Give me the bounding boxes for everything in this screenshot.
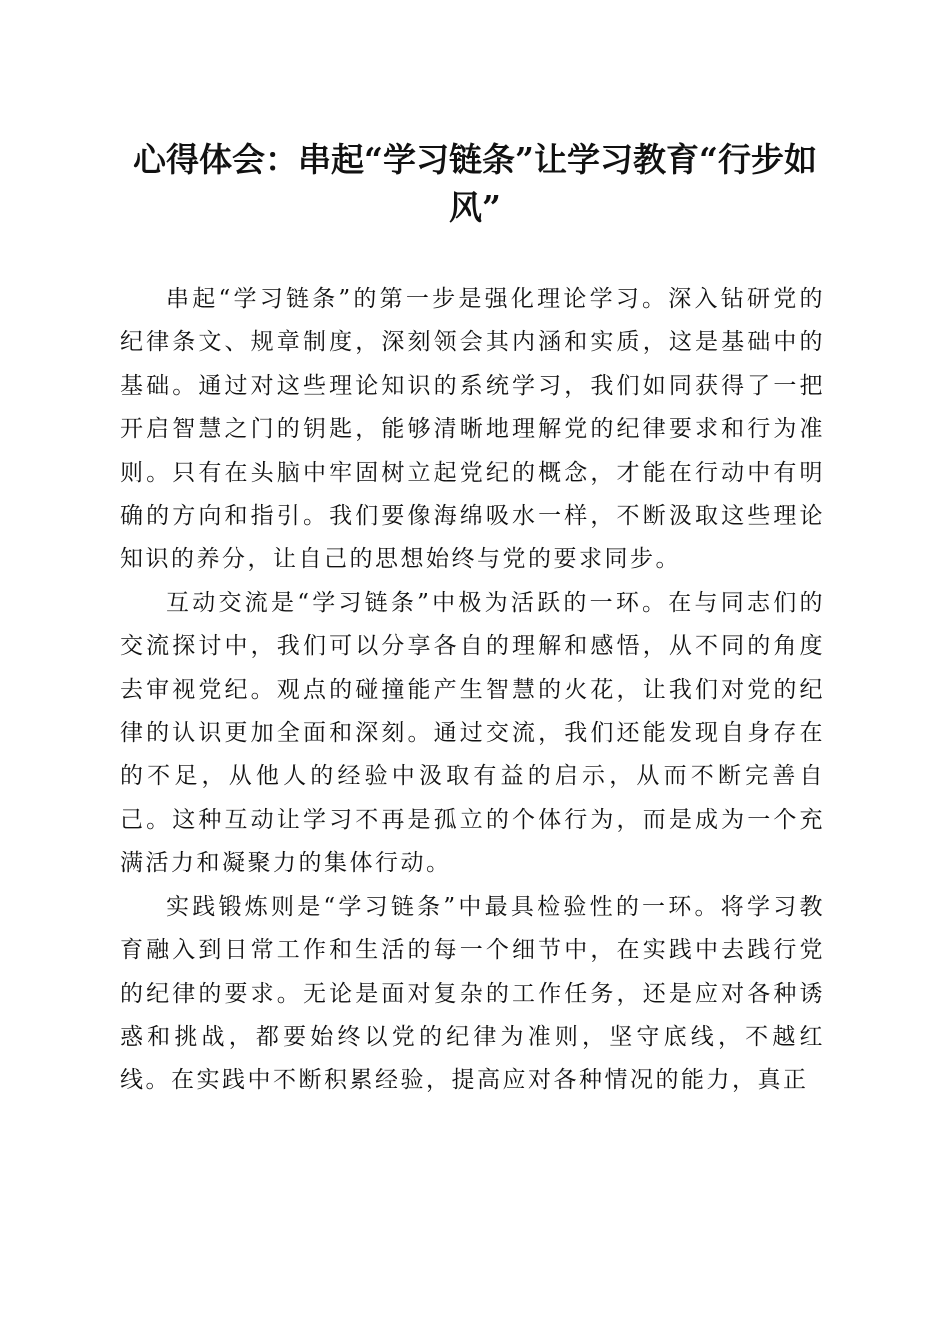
- document-body: [120, 278, 825, 1103]
- document-title: 心得体会：串起“学习链条”让学习教育“行步如风”: [133, 140, 817, 227]
- paragraph-practice: 实践锻炼则是“学习链条”中最具检验性的一环。将学习教育融入到日常工作和生活的每一个细节中，在实践中去践行党的纪律的要求。无论是面对复杂的工作任务，还是应对各种诱惑和挑战，都要始终以党的纪律为准则，坚守底线，不越红线。在实践中不断积累经验，提高应对各种情况的能力，真正: [120, 893, 825, 1094]
- paragraph-interactive-exchange: 互动交流是“学习链条”中极为活跃的一环。在与同志们的交流探讨中，我们可以分享各自的理解和感悟，从不同的角度去审视党纪。观点的碰撞能产生智慧的火花，让我们对党的纪律的认识更加全面和深刻。通过交流，我们还能发现自身存在的不足，从他人的经验中汲取有益的启示，从而不断完善自己。这种互动让学习不再是孤立的个体行为，而是成为一个充满活力和凝聚力的集体行动。: [120, 589, 825, 877]
- paragraph-theory-study: 串起“学习链条”的第一步是强化理论学习。深入钻研党的纪律条文、规章制度，深刻领会其内涵和实质，这是基础中的基础。通过对这些理论知识的系统学习，我们如同获得了一把开启智慧之门的钥匙，能够清晰地理解党的纪律要求和行为准则。只有在头脑中牢固树立起党纪的概念，才能在行动中有明确的方向和指引。我们要像海绵吸水一样，不断汲取这些理论知识的养分，让自己的思想始终与党的要求同步。: [120, 286, 825, 573]
